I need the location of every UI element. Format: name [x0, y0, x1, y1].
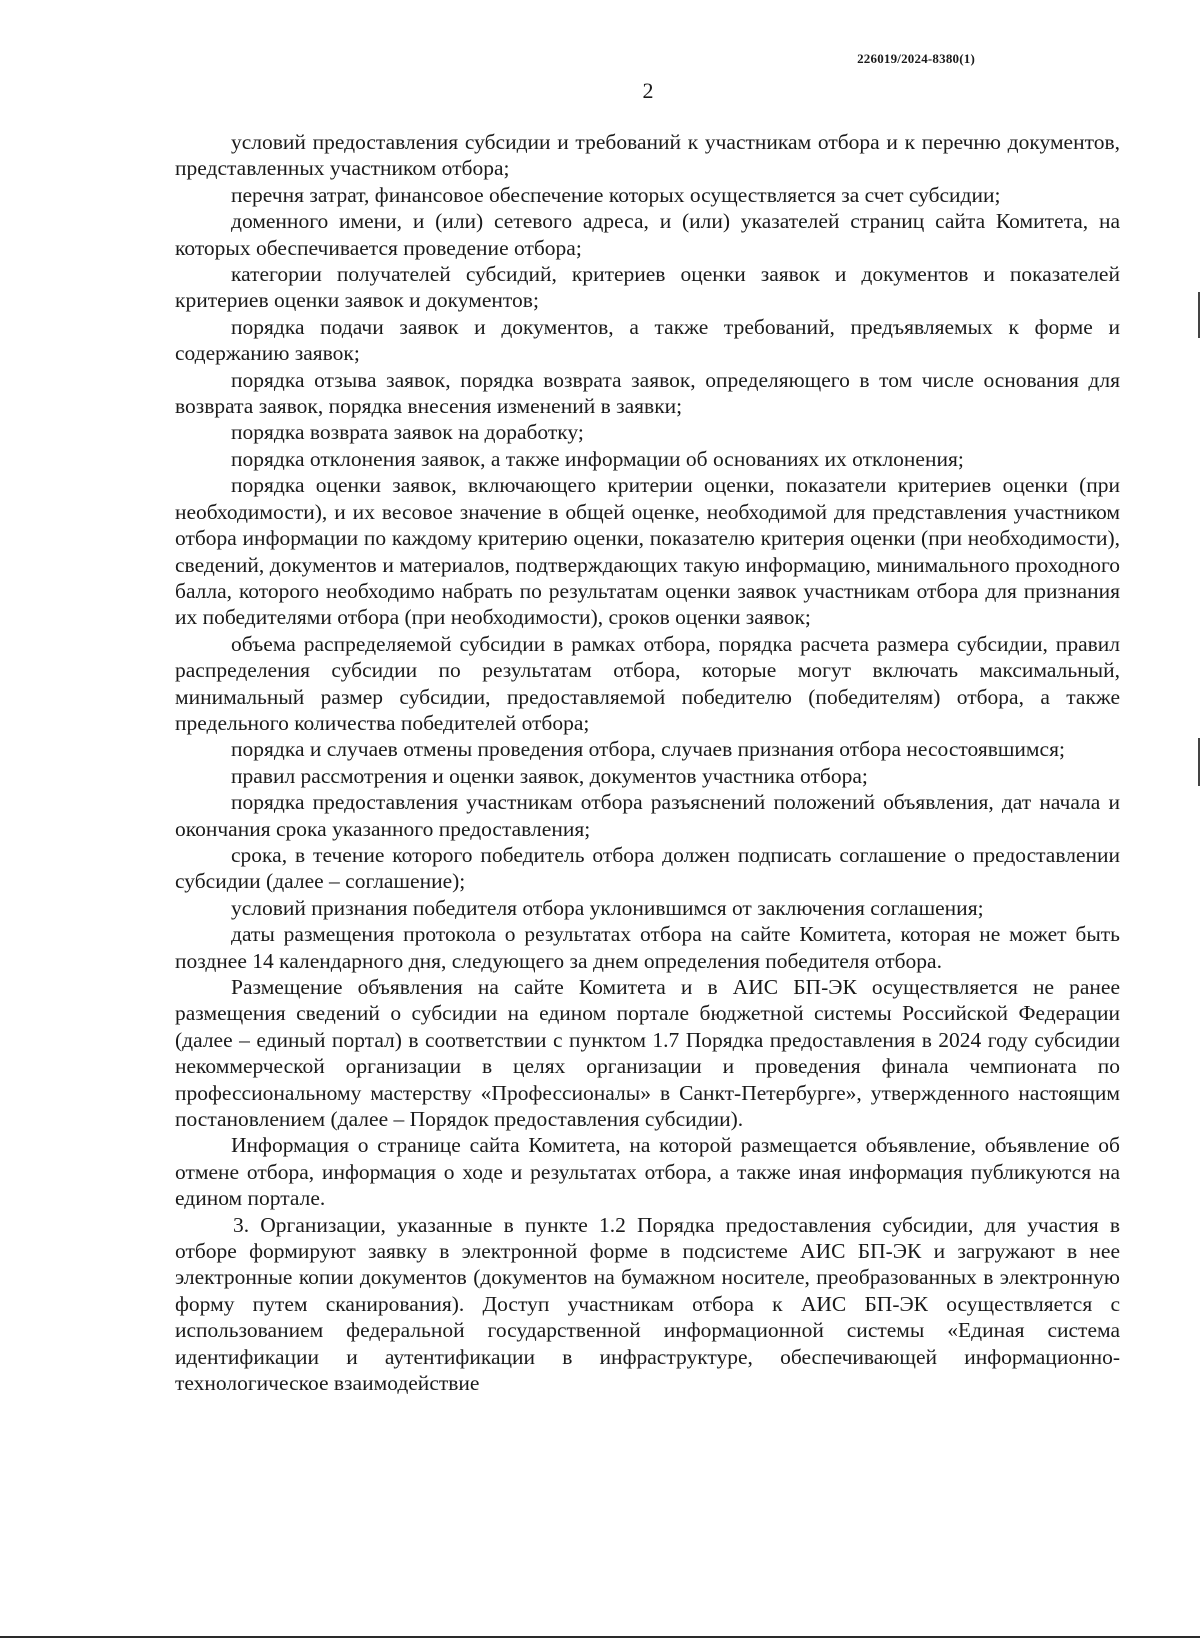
page-number: 2	[642, 78, 654, 103]
paragraph: перечня затрат, финансовое обеспечение которых осуществляется за счет субсидии;	[231, 182, 1001, 207]
scan-bottom-edge	[0, 1636, 1200, 1638]
paragraph: объема распределяемой субсидии в рамках отбора, порядка расчета размера субсидии, правил распределения субсидии по результатам отбора, которые могут включать максимальный, минимальный размер субсидии, предоставляемой победителю (победителям) отбора, а также предельного количества победителей отбора;	[175, 631, 1120, 735]
paragraph: Размещение объявления на сайте Комитета и в АИС БП-ЭК осуществляется не ранее размещения сведений о субсидии на едином портале бюджетной системы Российской Федерации (далее – единый портал) в соответствии с пунктом 1.7 Порядка предоставления в 2024 году субсидии некоммерческой организации в целях организации и проведения финала чемпионата по профессиональному мастерству «Профессионалы» в Санкт-Петербурге», утвержденного настоящим постановлением (далее – Порядок предоставления субсидии).	[175, 975, 1120, 1132]
paragraph: порядка подачи заявок и документов, а также требований, предъявляемых к форме и содержанию заявок;	[175, 314, 1120, 366]
numbered-paragraph: 3. Организации, указанные в пункте 1.2 Порядка предоставления субсидии, для участия в отборе формируют заявку в электронной форме в подсистеме АИС БП-ЭК и загружают в нее электронные копии документов (документов на бумажном носителе, преобразованных в электронную форму путем сканирования). Доступ участникам отбора к АИС БП-ЭК осуществляется с использованием федеральной государственной информационной системы «Единая система идентификации и аутентификации в инфраструктуре, обеспечивающей информационно-технологическое взаимодействие	[175, 1212, 1120, 1396]
document-registration-number: 226019/2024-8380(1)	[857, 51, 975, 66]
paragraph: порядка возврата заявок на доработку;	[231, 420, 584, 445]
paragraph: доменного имени, и (или) сетевого адреса, и (или) указателей страниц сайта Комитета, на которых обеспечивается проведение отбора;	[175, 209, 1120, 260]
paragraph: Информация о странице сайта Комитета, на которой размещается объявление, объявление об отмене отбора, информация о ходе и результатах отбора, а также иная информация публикуются на едином портале.	[175, 1133, 1120, 1211]
paragraph: порядка предоставления участникам отбора разъяснений положений объявления, дат начала и окончания срока указанного предоставления;	[175, 790, 1120, 841]
paragraph: порядка и случаев отмены проведения отбора, случаев признания отбора несостоявшимся;	[231, 737, 1065, 762]
paragraph: условий признания победителя отбора уклонившимся от заключения соглашения;	[231, 895, 984, 920]
paragraph: даты размещения протокола о результатах отбора на сайте Комитета, которая не может быть позднее 14 календарного дня, следующего за днем определения победителя отбора.	[175, 922, 1120, 973]
paragraph: порядка оценки заявок, включающего критерии оценки, показатели критериев оценки (при необходимости), и их весовое значение в общей оценке, необходимой для представления участником отбора информации по каждому критерию оценки, показателю критерия оценки (при необходимости), сведений, документов и материалов, подтверждающих такую информацию, минимального проходного балла, которого необходимо набрать по результатам оценки заявок участникам отбора для признания их победителями отбора (при необходимости), сроков оценки заявок;	[175, 473, 1120, 630]
paragraph: правил рассмотрения и оценки заявок, документов участника отбора;	[231, 763, 868, 788]
document-body	[175, 129, 1120, 1397]
paragraph: условий предоставления субсидии и требований к участникам отбора и к перечню документов, представленных участником отбора;	[175, 130, 1120, 181]
paragraph: срока, в течение которого победитель отбора должен подписать соглашение о предоставлении субсидии (далее – соглашение);	[175, 842, 1120, 894]
paragraph: категории получателей субсидий, критериев оценки заявок и документов и показателей критериев оценки заявок и документов;	[175, 262, 1120, 313]
paragraph: порядка отзыва заявок, порядка возврата заявок, определяющего в том числе основания для возврата заявок, порядка внесения изменений в заявки;	[175, 367, 1120, 419]
paragraph: порядка отклонения заявок, а также информации об основаниях их отклонения;	[231, 446, 964, 471]
